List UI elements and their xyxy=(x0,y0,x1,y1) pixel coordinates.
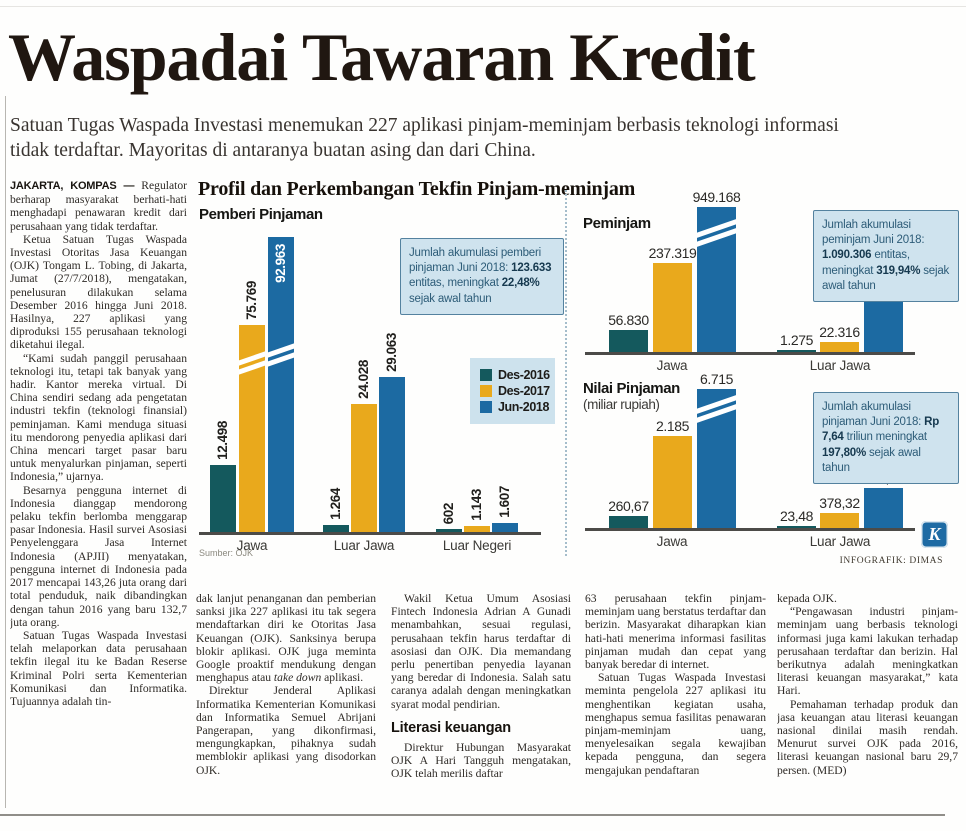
bar-des-2017-luar-jawa xyxy=(820,513,859,528)
annotation-box xyxy=(400,238,564,315)
bar-value-label: 1.143 xyxy=(469,489,484,521)
category-label-jawa: Jawa xyxy=(656,534,688,549)
bar-value-label: 92.963 xyxy=(273,244,288,283)
chart-section-title-pemberi-pinjaman: Pemberi Pinjaman xyxy=(199,206,323,223)
annotation-bold-value: 319,94% xyxy=(876,264,921,277)
text-segment: Wakil Ketua Umum Asosiasi Fintech Indonesia Adrian A Gunadi menambahkan, sesuai regulasi, perusahaan tekfin harus terdaftar di asosiasi dan OJK. Dia memandang perlu penertiban penyedia layanan yang beredar di Indonesia. Salah satu caranya adalah dengan meningkatkan syarat modal pendirian. xyxy=(391,592,571,711)
bar-value-label: 1.607 xyxy=(497,486,512,518)
bar-jun-2018-luar-jawa xyxy=(864,299,903,352)
legend-item xyxy=(480,384,550,398)
text-segment: aplikasi. xyxy=(321,671,364,685)
category-label-luar-jawa: Luar Jawa xyxy=(809,358,871,373)
legend-item xyxy=(480,400,550,414)
section-subhead: Literasi keuangan xyxy=(391,719,511,736)
article-paragraph xyxy=(10,179,187,233)
text-segment: Besarnya pengguna internet di Indonesia dianggap mendorong pelaku tekfin berlomba menggarap pasar Indonesia. Hasil survei Asosiasi Penyelenggara Jasa Internet Indonesia (APJII) menyatakan, pengguna internet di Indonesia pada 2017 mencapai 143,26 juta orang dari total penduduk, naik dibandingkan dengan tahun 2016 yang baru 132,7 juta orang. xyxy=(10,483,187,629)
text-segment: kepada OJK. xyxy=(777,592,837,605)
legend-label: Jun-2018 xyxy=(498,400,549,414)
annotation-text: Jumlah akumulasi pemberi pinjaman Juni 2018: xyxy=(409,247,541,275)
text-segment: “Kami sudah panggil perusahaan teknologi itu, tetapi tak banyak yang hadir. Kantor mereka virtual. Di China sendiri sedang ada pengetatan industri tekfin (teknologi finansial) peminjaman. Kami menduga situasi itu mendorong penyedia aplikasi dari China mencari target pasar baru untuk menyalurkan pinjaman, seperti Indonesia,” ujarnya. xyxy=(10,351,187,484)
text-segment: take down xyxy=(273,671,322,685)
article-paragraph xyxy=(777,605,958,697)
bar-value-label: 24.028 xyxy=(356,360,371,399)
bar-des-2017-jawa xyxy=(653,263,692,352)
bar-break xyxy=(697,399,736,421)
chart-legend xyxy=(470,358,555,424)
annotation-bold-value: 1.090.306 xyxy=(822,249,872,262)
bar-des-2016-luar-jawa xyxy=(777,350,816,352)
annotation-text: sejak awal tahun xyxy=(822,446,921,474)
article-column-5 xyxy=(777,592,958,808)
kompas-logo-letter: K xyxy=(928,524,941,544)
annotation-text: triliun meningkat xyxy=(843,431,927,444)
bar-value-label: 56.830 xyxy=(608,312,649,328)
annotation-bold-value: 123.633 xyxy=(511,262,552,275)
x-axis xyxy=(199,532,541,535)
bar-break xyxy=(239,353,265,375)
kompas-logo xyxy=(921,521,948,548)
article-paragraph xyxy=(777,698,958,777)
bar-jun-2018-luar-jawa xyxy=(864,488,903,528)
chart-source: Sumber: OJK xyxy=(199,548,254,558)
bar-value-label: 1.264 xyxy=(328,488,343,520)
bar-des-2016-jawa xyxy=(210,465,236,532)
legend-item xyxy=(480,368,550,382)
bar-value-label: 949.168 xyxy=(692,189,741,205)
article-column-1 xyxy=(10,179,187,807)
bar-jun-2018-jawa xyxy=(697,207,736,352)
bar-des-2016-jawa xyxy=(609,330,648,352)
legend-label: Des-2017 xyxy=(498,384,550,398)
bar-jun-2018-jawa xyxy=(697,389,736,528)
infographic-title: Profil dan Perkembangan Tekfin Pinjam-meminjam xyxy=(198,178,636,200)
bar-value-label: 1.275 xyxy=(779,332,814,348)
article-paragraph xyxy=(391,592,571,711)
bar-des-2016-luar-jawa xyxy=(777,526,816,528)
text-segment: Satuan Tugas Waspada Investasi meminta pengelola 227 aplikasi itu menghentikan kegiatan usaha, menghapus semua fasilitas penawaran pinjam-meminjam uang, menyelesaikan segala kewajiban kepada pengguna, dan segera mengajukan pendaftaran xyxy=(585,671,766,777)
article-paragraph xyxy=(585,671,766,777)
category-label-luar-jawa: Luar Jawa xyxy=(809,534,871,549)
article-paragraph xyxy=(777,592,958,605)
annotation-bold-value: Rp 7,64 xyxy=(822,416,940,444)
annotation-box xyxy=(813,392,959,484)
category-label-luar-jawa: Luar Jawa xyxy=(333,538,395,553)
annotation-text: entitas, meningkat xyxy=(822,249,910,277)
article-paragraph xyxy=(10,484,187,629)
bar-des-2017-jawa xyxy=(653,436,692,528)
bar-value-label: 22.316 xyxy=(819,324,860,340)
chart-section-subtitle: (miliar rupiah) xyxy=(583,397,660,412)
annotation-text: Jumlah akumulasi peminjam Juni 2018: xyxy=(822,219,925,247)
legend-swatch-icon xyxy=(480,401,492,413)
bar-value-label: 237.319 xyxy=(648,245,697,261)
annotation-text: sejak awal tahun xyxy=(822,264,950,292)
bar-value-label: 2.185 xyxy=(655,418,690,434)
bar-break xyxy=(697,223,736,245)
bar-des-2016-luar-jawa xyxy=(323,525,349,532)
page-left-border xyxy=(5,96,6,808)
headline: Waspadai Tawaran Kredit xyxy=(8,19,755,95)
bar-value-label: 6.715 xyxy=(699,371,734,387)
bar-jun-2018-luar-jawa xyxy=(379,377,405,532)
bar-des-2017-luar-negeri xyxy=(464,526,490,532)
chart-divider-dotted-line xyxy=(565,190,567,556)
bar-value-label: 260,67 xyxy=(608,498,649,514)
text-segment: Direktur Jenderal Aplikasi Informatika Kementerian Komunikasi dan Informatika Semuel Abrijani Pangerapan, yang dikonfirmasi, mengungkapkan, pihaknya sudah memblokir aplikasi yang disodorkan OJK. xyxy=(196,684,376,777)
text-segment: 63 perusahaan tekfin pinjam-meminjam uang berstatus terdaftar dan berizin. Masyarakat diharapkan kian hati-hati menerima informasi fasilitas pinjaman mudah dan cepat yang banyak beredar di internet. xyxy=(585,592,766,672)
chart-section-title-peminjam: Peminjam xyxy=(583,215,651,232)
article-paragraph xyxy=(196,592,376,684)
text-segment: Pemahaman terhadap produk dan jasa keuangan atau literasi keuangan nasional dinilai masih rendah. Menurut survei OJK pada 2016, literasi keuangan nasional baru 29,7 persen. (MED) xyxy=(777,697,958,777)
bar-value-label: 29.063 xyxy=(384,333,399,372)
text-segment: Satuan Tugas Waspada Investasi telah melaporkan data perusahaan tekfin ilegal itu ke Badan Reserse Kriminal Polri serta Kementerian Komunikasi dan Informatika. Tujuannya adalah tin- xyxy=(10,628,187,708)
bar-des-2016-jawa xyxy=(609,516,648,528)
top-hairline xyxy=(0,6,966,7)
x-axis xyxy=(585,528,915,531)
bar-des-2016-luar-negeri xyxy=(436,529,462,532)
article-paragraph xyxy=(10,233,187,352)
text-segment: Ketua Satuan Tugas Waspada Investasi Otoritas Jasa Keuangan (OJK) Tongam L. Tobing, di Jakarta, Jumat (27/7/2018), mengatakan, penelusuran dilakukan selama Desember 2016 hingga Juni 2018. Hasilnya, 227 aplikasi yang diproduksi 155 perusahaan teknologi diketahui ilegal. xyxy=(10,232,187,352)
infographic xyxy=(195,178,961,574)
article-paragraph xyxy=(10,352,187,484)
legend-label: Des-2016 xyxy=(498,368,550,382)
category-label-luar-negeri: Luar Negeri xyxy=(442,538,512,553)
article-column-3 xyxy=(391,592,571,808)
legend-swatch-icon xyxy=(480,369,492,381)
article-paragraph xyxy=(585,592,766,671)
bar-break xyxy=(268,345,294,367)
annotation-bold-value: 197,80% xyxy=(822,446,866,459)
bar-value-label: 12.498 xyxy=(215,421,230,460)
article-column-4 xyxy=(585,592,766,808)
bar-value-label: 23,48 xyxy=(779,508,814,524)
legend-swatch-icon xyxy=(480,385,492,397)
article-column-2 xyxy=(196,592,376,808)
annotation-box xyxy=(813,210,959,302)
bar-des-2017-luar-jawa xyxy=(351,404,377,532)
standfirst: Satuan Tugas Waspada Investasi menemukan 227 aplikasi pinjam-meminjam berbasis teknologi informasi tidak terdaftar. Mayoritas di antaranya buatan asing dan dari China. xyxy=(10,115,839,162)
article-paragraph xyxy=(10,629,187,708)
annotation-text: Jumlah akumulasi pinjaman Juni 2018: xyxy=(822,401,925,429)
category-label-jawa: Jawa xyxy=(656,358,688,373)
x-axis xyxy=(585,352,915,355)
annotation-text: sejak awal tahun xyxy=(409,292,492,305)
article-paragraph xyxy=(391,741,571,781)
bar-value-label: 602 xyxy=(441,502,456,524)
text-segment: dak lanjut penanganan dan pemberian sanksi jika 227 aplikasi itu tak segera mendaftarkan diri ke Otoritas Jasa Keuangan (OJK). Sanksinya berupa blokir aplikasi. OJK juga meminta Google proaktif mendukung dengan menghapus atau xyxy=(196,592,376,685)
text-segment: “Pengawasan industri pinjam-meminjam uang berbasis teknologi informasi juga kami lakukan terhadap perusahaan terdaftar dan berizin. Hal berikutnya adalah meningkatkan literasi keuangan masyarakat,” kata Hari. xyxy=(777,605,958,698)
chart-section-title-nilai-pinjaman: Nilai Pinjaman xyxy=(583,380,680,397)
bar-value-label: 75.769 xyxy=(244,281,259,320)
annotation-bold-value: 22,48% xyxy=(501,277,540,290)
dateline: JAKARTA, KOMPAS — xyxy=(10,180,142,192)
text-segment: Direktur Hubungan Masyarakat OJK A Hari Tangguh mengatakan, OJK telah merilis daftar xyxy=(391,740,571,781)
bottom-rule xyxy=(0,814,945,816)
infographic-credit: INFOGRAFIK: DIMAS xyxy=(839,556,943,566)
article-paragraph xyxy=(196,684,376,776)
text-segment: Regulator berharap masyarakat berhati-hati menghadapi penawaran kredit dari perusahaan yang tidak terdaftar. xyxy=(10,179,187,233)
category-label-jawa: Jawa xyxy=(236,538,268,553)
bar-des-2017-jawa xyxy=(239,325,265,532)
bar-des-2017-luar-jawa xyxy=(820,342,859,352)
bar-value-label: 378,32 xyxy=(819,495,860,511)
bar-jun-2018-luar-negeri xyxy=(492,523,518,532)
annotation-text: entitas, meningkat xyxy=(409,277,502,290)
